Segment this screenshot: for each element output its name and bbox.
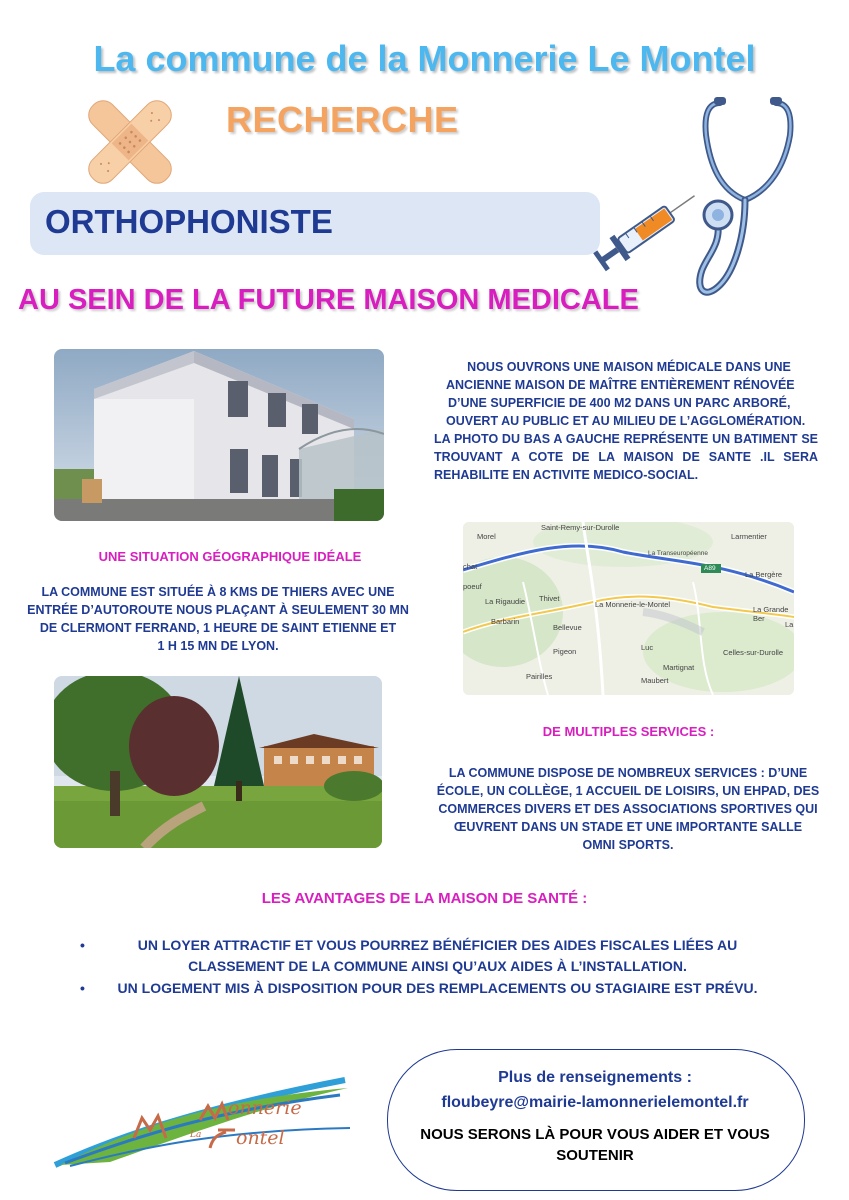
situation-paragraph xyxy=(18,583,418,655)
map-label: La Bergère xyxy=(745,570,783,579)
map-label: La Grande Ber xyxy=(753,605,789,623)
map-label: Luc xyxy=(641,643,654,652)
map-label: Morel xyxy=(477,532,496,541)
list-item-text: UN LOYER ATTRACTIF ET VOUS POURREZ BÉNÉFICIER DES AIDES FISCALES LIÉES AU CLASSEMENT DE LA COMMUNE AINSI QU’AUX AIDES À L’INSTALLATION. xyxy=(137,937,738,974)
list-item xyxy=(80,935,760,977)
park-photo xyxy=(54,676,382,848)
position-title: ORTHOPHONISTE xyxy=(45,203,333,240)
location-map xyxy=(463,522,794,695)
map-label: poeuf xyxy=(463,582,482,591)
subtitle: AU SEIN DE LA FUTURE MAISON MEDICALE xyxy=(18,284,639,316)
services-line: LA COMMUNE DISPOSE DE NOMBREUX SERVICES : D’UNE xyxy=(448,766,808,780)
intro-line: REHABILITE EN ACTIVITE MEDICO-SOCIAL. xyxy=(434,468,699,482)
commune-logo xyxy=(50,1070,350,1170)
map-label: Martignat xyxy=(663,663,695,672)
bullet-icon: • xyxy=(80,937,85,953)
bullet-icon: • xyxy=(80,980,85,996)
page-title: La commune de la Monnerie Le Montel xyxy=(93,38,756,79)
advantages-list xyxy=(80,935,760,1000)
map-label: Celles-sur-Durolle xyxy=(723,648,784,657)
syringe-icon xyxy=(592,182,702,277)
services-line: OMNI SPORTS. xyxy=(582,838,674,852)
bandage-icon xyxy=(80,95,180,190)
list-item-text: UN LOGEMENT MIS À DISPOSITION POUR DES REMPLACEMENTS OU STAGIAIRE EST PRÉVU. xyxy=(117,980,758,996)
map-label: Saint-Remy-sur-Durolle xyxy=(541,523,620,532)
map-label: Barbarin xyxy=(491,617,520,626)
map-label: Maubert xyxy=(641,676,669,685)
building-photo xyxy=(54,349,384,521)
intro-line: TROUVANT A COTE DE LA MAISON DE SANTE .IL SERA xyxy=(434,450,818,464)
situation-line: ENTRÉE D’AUTOROUTE NOUS PLAÇANT À SEULEMENT 30 MN xyxy=(27,603,409,617)
intro-line: NOUS OUVRONS UNE MAISON MÉDICALE DANS UNE xyxy=(467,360,791,374)
contact-message-line: NOUS SERONS LÀ POUR VOUS AIDER ET VOUS xyxy=(420,1126,770,1143)
services-line: ŒUVRENT DANS UN STADE ET UNE IMPORTANTE SALLE xyxy=(453,820,803,834)
situation-line: LA COMMUNE EST SITUÉE À 8 KMS DE THIERS AVEC UNE xyxy=(41,585,395,599)
contact-heading: Plus de renseignements : xyxy=(498,1069,692,1086)
services-paragraph xyxy=(426,764,830,854)
situation-line: DE CLERMONT FERRAND, 1 HEURE DE SAINT ETIENNE ET xyxy=(39,621,397,635)
list-item xyxy=(80,978,760,999)
logo-text: ontel xyxy=(236,1127,285,1149)
contact-email-link[interactable]: floubeyre@mairie-lamonnerielemontel.fr xyxy=(441,1094,749,1111)
services-heading: DE MULTIPLES SERVICES : xyxy=(542,724,715,739)
contact-message xyxy=(387,1124,803,1166)
recherche-heading: RECHERCHE xyxy=(226,99,459,140)
intro-line: LA PHOTO DU BAS A GAUCHE REPRÉSENTE UN BATIMENT SE xyxy=(434,432,818,446)
map-label: Bellevue xyxy=(553,623,582,632)
logo-text: La xyxy=(190,1130,202,1140)
intro-line: D’UNE SUPERFICIE DE 400 M2 DANS UN PARC ARBORÉ, xyxy=(448,396,791,410)
map-label: La Transeuropéenne xyxy=(648,550,708,557)
services-line: COMMERCES DIVERS ET DES ASSOCIATIONS SPORTIVES QUI xyxy=(438,802,818,816)
intro-line: OUVERT AU PUBLIC ET AU MILIEU DE L’AGGLOMÉRATION. xyxy=(446,414,806,428)
intro-line: ANCIENNE MAISON DE MAÎTRE ENTIÈREMENT RÉNOVÉE xyxy=(446,378,795,392)
map-label: La Rigaudie xyxy=(485,597,526,606)
stethoscope-icon xyxy=(690,95,810,310)
map-label: chat xyxy=(463,562,478,571)
map-label: La Monnerie-le-Montel xyxy=(595,600,671,609)
advantages-title: LES AVANTAGES DE LA MAISON DE SANTÉ : xyxy=(261,890,588,907)
map-label: Pairilles xyxy=(526,672,553,681)
situation-heading: UNE SITUATION GÉOGRAPHIQUE IDÉALE xyxy=(98,549,362,564)
services-line: ÉCOLE, UN COLLÈGE, 1 ACCUEIL DE LOISIRS, UN EHPAD, DES xyxy=(436,784,820,798)
map-label: Pigeon xyxy=(553,647,577,656)
situation-line: 1 H 15 MN DE LYON. xyxy=(157,639,279,653)
map-label: A89 xyxy=(704,565,716,572)
map-label: La xyxy=(785,620,794,629)
map-label: Larmentier xyxy=(731,532,767,541)
contact-message-line: SOUTENIR xyxy=(556,1147,634,1164)
intro-paragraph xyxy=(434,358,818,484)
map-label: Thivet xyxy=(539,594,560,603)
logo-text: onnerie xyxy=(228,1097,302,1119)
